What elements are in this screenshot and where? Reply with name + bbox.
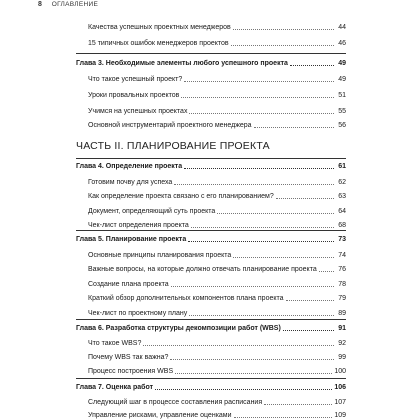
toc-page-number: 107 bbox=[334, 399, 346, 406]
toc-page-number: 44 bbox=[338, 24, 346, 31]
toc-page-number: 62 bbox=[338, 179, 346, 186]
toc-page-number: 109 bbox=[334, 412, 346, 419]
toc-section bbox=[88, 292, 346, 303]
dot-leader bbox=[188, 241, 334, 242]
toc-section bbox=[88, 205, 346, 216]
toc-section bbox=[88, 307, 346, 318]
dot-leader bbox=[234, 417, 333, 418]
dot-leader bbox=[171, 286, 334, 287]
toc-section-title: Готовим почву для успеха bbox=[88, 179, 173, 186]
toc-page-number: 89 bbox=[338, 310, 346, 317]
toc-section-title: Почему WBS так важна? bbox=[88, 354, 169, 361]
toc-section bbox=[88, 396, 346, 407]
dot-leader bbox=[184, 81, 334, 82]
toc-chapter-title: Глава 7. Оценка работ bbox=[76, 384, 154, 391]
dot-leader bbox=[233, 257, 334, 258]
toc-section-title: Что такое успешный проект? bbox=[88, 76, 183, 83]
toc-chapter bbox=[76, 381, 346, 392]
dot-leader bbox=[175, 373, 332, 374]
toc-chapter-title: Глава 6. Разработка структуры декомпозиции работ (WBS) bbox=[76, 325, 281, 332]
toc-page-number: 56 bbox=[338, 122, 346, 129]
toc-section-title: Краткий обзор дополнительных компонентов плана проекта bbox=[88, 295, 284, 302]
dot-leader bbox=[283, 330, 334, 331]
toc-section bbox=[88, 37, 346, 48]
dot-leader bbox=[254, 127, 334, 128]
toc-page-number: 49 bbox=[338, 60, 346, 67]
toc-page-number: 55 bbox=[338, 108, 346, 115]
toc-page-number: 78 bbox=[338, 281, 346, 288]
chapter-divider bbox=[76, 53, 346, 54]
dot-leader bbox=[276, 198, 334, 199]
toc-section bbox=[88, 409, 346, 420]
dot-leader bbox=[319, 271, 334, 272]
chapter-divider bbox=[76, 378, 346, 379]
toc-page-number: 79 bbox=[338, 295, 346, 302]
toc-page-number: 64 bbox=[338, 208, 346, 215]
dot-leader bbox=[184, 168, 334, 169]
dot-leader bbox=[189, 113, 334, 114]
dot-leader bbox=[143, 345, 334, 346]
toc-section bbox=[88, 263, 346, 274]
toc-chapter-title: Глава 3. Необходимые элементы любого успешного проекта bbox=[76, 60, 288, 67]
page-number: 8 bbox=[38, 1, 42, 8]
toc-page-number: 46 bbox=[338, 40, 346, 47]
toc-section bbox=[88, 105, 346, 116]
dot-leader bbox=[155, 389, 332, 390]
toc-section bbox=[88, 365, 346, 376]
toc-page-number: 61 bbox=[338, 163, 346, 170]
dot-leader bbox=[233, 29, 334, 30]
toc-chapter bbox=[76, 233, 346, 244]
toc-page-number: 63 bbox=[338, 193, 346, 200]
dot-leader bbox=[217, 213, 334, 214]
toc-page-number: 99 bbox=[338, 354, 346, 361]
toc-section-title: Как определение проекта связано с его планированием? bbox=[88, 193, 274, 200]
toc-section-title: Процесс построения WBS bbox=[88, 368, 174, 375]
toc-chapter bbox=[76, 57, 346, 68]
toc-page-number: 68 bbox=[338, 222, 346, 229]
toc-page-number: 74 bbox=[338, 252, 346, 259]
dot-leader bbox=[181, 97, 334, 98]
toc-section bbox=[88, 119, 346, 130]
dot-leader bbox=[189, 315, 334, 316]
toc-section bbox=[88, 176, 346, 187]
toc-chapter bbox=[76, 160, 346, 171]
toc-page-number: 92 bbox=[338, 340, 346, 347]
toc-section-title: Что такое WBS? bbox=[88, 340, 142, 347]
page-header bbox=[38, 0, 98, 10]
toc-section-title: Чек-лист по проектному плану bbox=[88, 310, 188, 317]
chapter-divider bbox=[76, 230, 346, 231]
dot-leader bbox=[170, 359, 334, 360]
dot-leader bbox=[264, 404, 332, 405]
toc-section-title: 15 типичных ошибок менеджеров проектов bbox=[88, 40, 229, 47]
toc-section bbox=[88, 351, 346, 362]
toc-section bbox=[88, 190, 346, 201]
toc-chapter-title: Глава 4. Определение проекта bbox=[76, 163, 183, 170]
part-heading: ЧАСТЬ II. ПЛАНИРОВАНИЕ ПРОЕКТА bbox=[76, 140, 270, 152]
chapter-divider bbox=[76, 319, 346, 320]
dot-leader bbox=[286, 300, 334, 301]
toc-section bbox=[88, 21, 346, 32]
toc-section bbox=[88, 73, 346, 84]
toc-section-title: Документ, определяющий суть проекта bbox=[88, 208, 216, 215]
toc-page-number: 106 bbox=[334, 384, 346, 391]
toc-section-title: Основные принципы планирования проекта bbox=[88, 252, 232, 259]
toc-page-number: 91 bbox=[338, 325, 346, 332]
toc-section bbox=[88, 249, 346, 260]
toc-section-title: Следующий шаг в процессе составления расписания bbox=[88, 399, 263, 406]
running-head: ОГЛАВЛЕНИЕ bbox=[51, 1, 99, 8]
toc-page-number: 100 bbox=[334, 368, 346, 375]
toc-section-title: Создание плана проекта bbox=[88, 281, 169, 288]
toc-section bbox=[88, 278, 346, 289]
toc-page-number: 49 bbox=[338, 76, 346, 83]
toc-section bbox=[88, 219, 346, 230]
dot-leader bbox=[191, 227, 334, 228]
dot-leader bbox=[174, 184, 334, 185]
dot-leader bbox=[231, 45, 334, 46]
toc-section-title: Учимся на успешных проектах bbox=[88, 108, 188, 115]
toc-section-title: Уроки провальных проектов bbox=[88, 92, 180, 99]
toc-section-title: Основной инструментарий проектного менеджера bbox=[88, 122, 252, 129]
toc-page-number: 51 bbox=[338, 92, 346, 99]
toc-page-number: 76 bbox=[338, 266, 346, 273]
toc-section bbox=[88, 89, 346, 100]
toc-section-title: Чек-лист определения проекта bbox=[88, 222, 189, 229]
toc-section-title: Управление рисками, управление оценками bbox=[88, 412, 232, 419]
toc-chapter bbox=[76, 322, 346, 333]
toc-section-title: Важные вопросы, на которые должно отвечать планирование проекта bbox=[88, 266, 317, 273]
toc-section-title: Качества успешных проектных менеджеров bbox=[88, 24, 231, 31]
dot-leader bbox=[290, 65, 334, 66]
toc-page-number: 73 bbox=[338, 236, 346, 243]
toc-section bbox=[88, 337, 346, 348]
chapter-divider bbox=[76, 158, 346, 159]
toc-chapter-title: Глава 5. Планирование проекта bbox=[76, 236, 187, 243]
